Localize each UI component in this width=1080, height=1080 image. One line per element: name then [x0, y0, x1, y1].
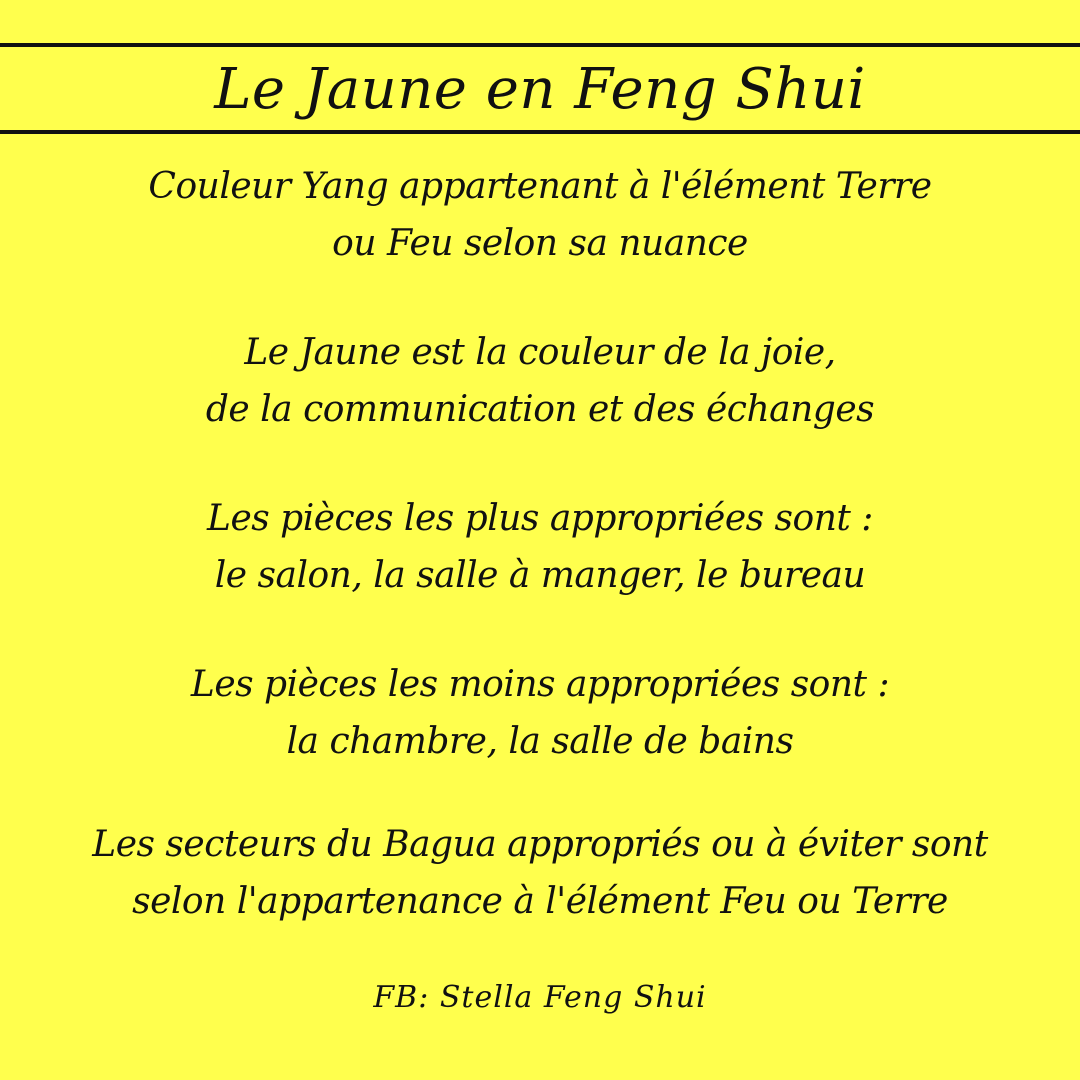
paragraph-line: le salon, la salle à manger, le bureau [214, 555, 866, 596]
paragraph-best-rooms [20, 490, 1060, 604]
paragraph-line: Les secteurs du Bagua appropriés ou à éviter sont [92, 824, 988, 865]
paragraph-line: Le Jaune est la couleur de la joie, [244, 332, 836, 373]
paragraph-line: Les pièces les plus appropriées sont : [207, 498, 873, 539]
paragraph-worst-rooms [20, 656, 1060, 770]
paragraph-line: la chambre, la salle de bains [286, 721, 794, 762]
paragraph-line: de la communication et des échanges [205, 389, 875, 430]
credit-text: FB: Stella Feng Shui [373, 980, 707, 1015]
title-bottom-rule [0, 130, 1080, 134]
paragraph-bagua-sectors [20, 816, 1060, 930]
poster-title: Le Jaune en Feng Shui [214, 57, 866, 122]
paragraph-yang-element [20, 158, 1060, 272]
paragraph-line: ou Feu selon sa nuance [332, 223, 748, 264]
paragraph-line: Couleur Yang appartenant à l'élément Terre [148, 166, 932, 207]
paragraph-line: Les pièces les moins appropriées sont : [190, 664, 890, 705]
title-top-rule [0, 43, 1080, 47]
paragraph-line: selon l'appartenance à l'élément Feu ou Terre [132, 881, 948, 922]
paragraph-meaning [20, 324, 1060, 438]
